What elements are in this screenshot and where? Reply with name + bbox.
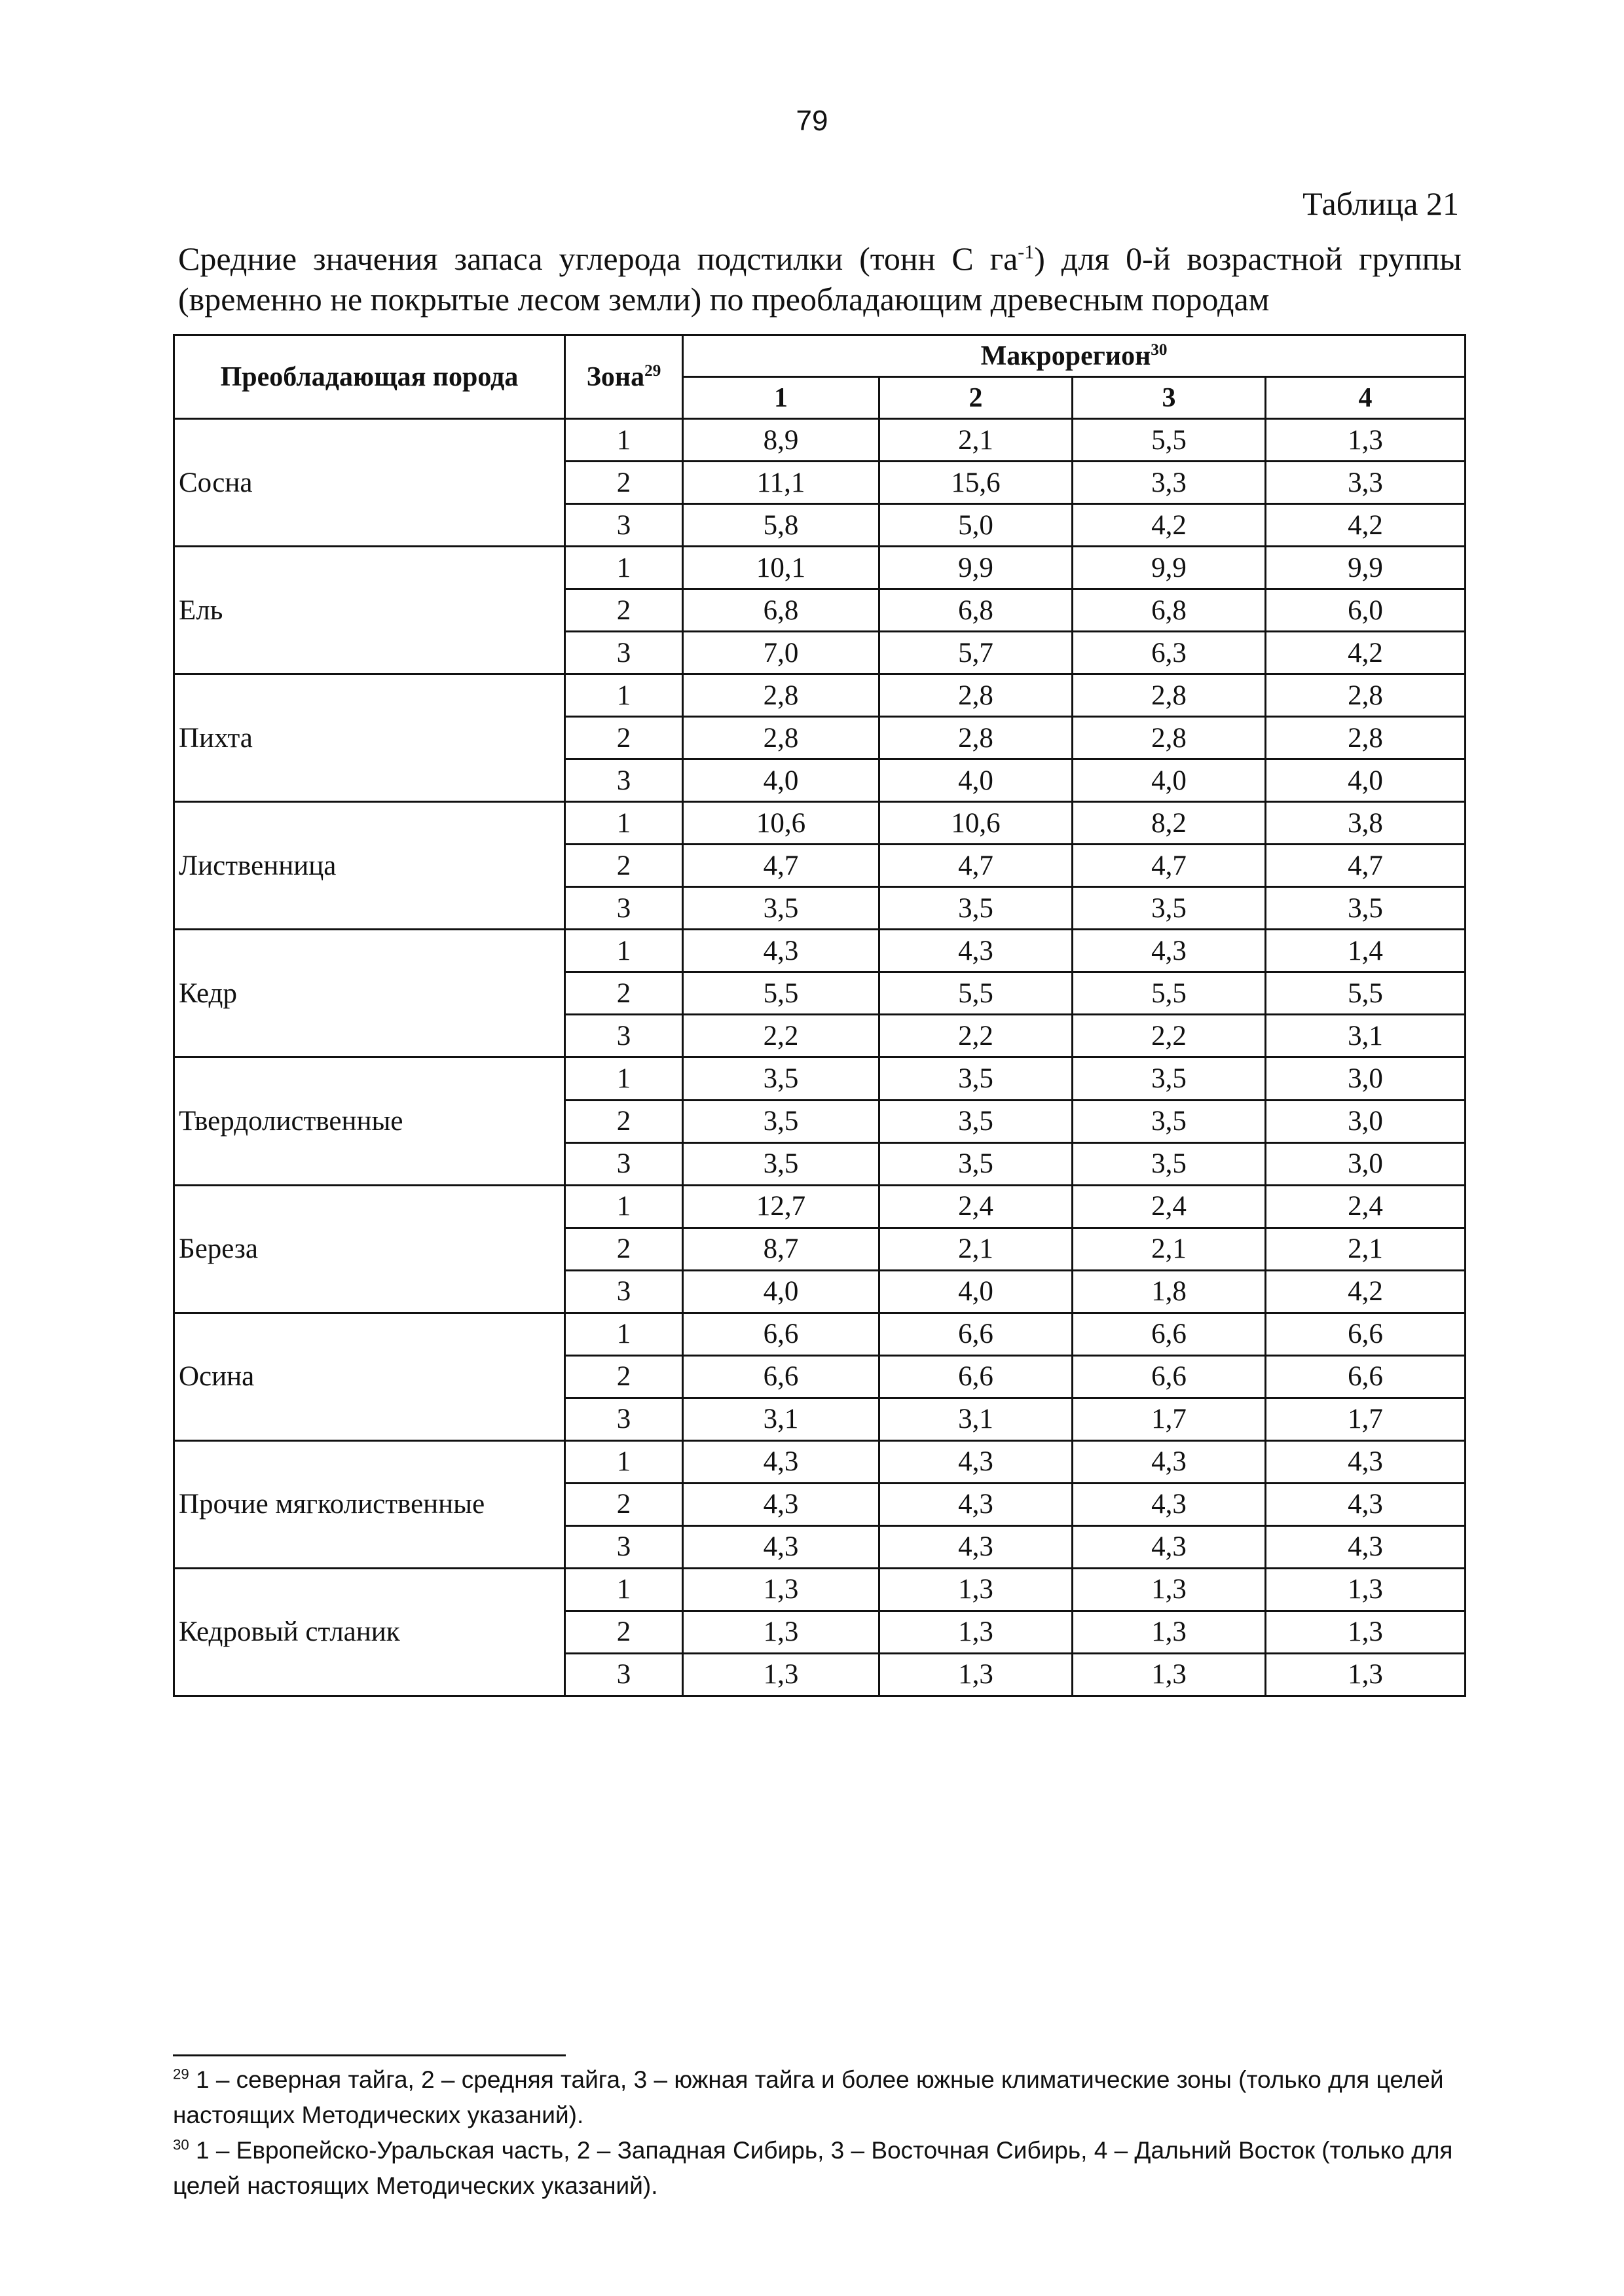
value-cell: 1,3 [879,1653,1073,1696]
value-cell: 15,6 [879,462,1073,504]
value-cell: 3,8 [1266,802,1466,845]
species-cell: Береза [174,1185,565,1313]
value-cell: 3,5 [1073,1142,1266,1185]
value-cell: 1,4 [1266,930,1466,972]
species-cell: Прочие мягколиственные [174,1440,565,1568]
value-cell: 3,5 [879,1100,1073,1142]
zone-cell: 1 [565,1568,683,1611]
value-cell: 7,0 [683,632,879,674]
value-cell: 4,0 [879,1270,1073,1313]
zone-cell: 3 [565,632,683,674]
zone-cell: 1 [565,930,683,972]
species-cell: Ель [174,547,565,674]
value-cell: 6,6 [1266,1355,1466,1398]
value-cell: 6,0 [1266,589,1466,632]
value-cell: 2,8 [683,717,879,759]
value-cell: 5,5 [1073,419,1266,462]
value-cell: 1,3 [683,1611,879,1653]
value-cell: 2,1 [879,419,1073,462]
table-title-line-1 [178,238,1462,279]
zone-cell: 2 [565,1483,683,1525]
value-cell: 4,3 [879,930,1073,972]
value-cell: 3,1 [879,1398,1073,1440]
table-row [174,930,1466,972]
value-cell: 4,0 [683,1270,879,1313]
value-cell: 4,0 [879,759,1073,802]
value-cell: 3,5 [879,1057,1073,1100]
table-row [174,802,1466,845]
value-cell: 6,8 [1073,589,1266,632]
value-cell: 5,5 [1073,972,1266,1015]
value-cell: 5,5 [1266,972,1466,1015]
table-label: Таблица 21 [1302,185,1459,222]
footnote-mark: 30 [173,2136,189,2153]
zone-cell: 3 [565,1015,683,1057]
table-header [174,335,1466,419]
value-cell: 5,5 [683,972,879,1015]
value-cell: 9,9 [879,547,1073,589]
species-cell: Пихта [174,674,565,802]
species-cell: Кедровый стланик [174,1568,565,1696]
value-cell: 3,5 [683,887,879,930]
zone-cell: 3 [565,759,683,802]
value-cell: 9,9 [1266,547,1466,589]
value-cell: 2,8 [1266,674,1466,717]
zone-cell: 2 [565,972,683,1015]
value-cell: 3,1 [683,1398,879,1440]
value-cell: 1,3 [1266,1653,1466,1696]
value-cell: 3,0 [1266,1057,1466,1100]
header-macroregion-col: 2 [879,377,1073,419]
zone-cell: 3 [565,1525,683,1568]
title-text-part-2: ) для 0-й возрастной группы [1034,240,1462,277]
value-cell: 6,6 [879,1313,1073,1355]
zone-cell: 2 [565,462,683,504]
header-macroregion-footnote-mark: 30 [1151,340,1168,359]
value-cell: 4,3 [1266,1440,1466,1483]
table-title [178,238,1462,319]
value-cell: 1,3 [683,1653,879,1696]
value-cell: 1,3 [1073,1653,1266,1696]
value-cell: 2,8 [879,717,1073,759]
value-cell: 1,3 [879,1568,1073,1611]
table-row [174,1440,1466,1483]
value-cell: 6,6 [1073,1355,1266,1398]
value-cell: 4,2 [1266,632,1466,674]
value-cell: 3,0 [1266,1142,1466,1185]
value-cell: 3,0 [1266,1100,1466,1142]
value-cell: 4,7 [879,845,1073,887]
value-cell: 4,3 [683,930,879,972]
value-cell: 1,8 [1073,1270,1266,1313]
species-cell: Кедр [174,930,565,1057]
header-zone-footnote-mark: 29 [644,361,661,380]
value-cell: 4,7 [683,845,879,887]
value-cell: 2,1 [1266,1228,1466,1270]
footnote-30 [173,2133,1456,2204]
title-text-part-1: Средние значения запаса углерода подстилки (тонн С га [178,240,1018,277]
value-cell: 1,3 [1266,1611,1466,1653]
header-macroregion-col: 3 [1073,377,1266,419]
footnote-mark: 29 [173,2066,189,2083]
zone-cell: 3 [565,1142,683,1185]
value-cell: 8,2 [1073,802,1266,845]
value-cell: 2,2 [683,1015,879,1057]
value-cell: 1,7 [1266,1398,1466,1440]
value-cell: 2,8 [1266,717,1466,759]
title-superscript: -1 [1018,241,1035,263]
value-cell: 4,0 [1266,759,1466,802]
value-cell: 4,3 [879,1440,1073,1483]
header-macroregion-col: 4 [1266,377,1466,419]
species-cell: Лиственница [174,802,565,930]
value-cell: 5,0 [879,504,1073,547]
zone-cell: 1 [565,674,683,717]
value-cell: 3,5 [683,1057,879,1100]
table-row [174,1057,1466,1100]
value-cell: 3,5 [879,887,1073,930]
zone-cell: 1 [565,1185,683,1228]
value-cell: 4,2 [1266,1270,1466,1313]
value-cell: 8,9 [683,419,879,462]
value-cell: 3,5 [1073,1100,1266,1142]
value-cell: 11,1 [683,462,879,504]
value-cell: 2,4 [1073,1185,1266,1228]
table-row [174,1313,1466,1355]
value-cell: 2,1 [1073,1228,1266,1270]
value-cell: 3,5 [1266,887,1466,930]
header-species: Преобладающая порода [174,335,565,419]
species-cell: Сосна [174,419,565,547]
value-cell: 4,3 [1266,1483,1466,1525]
value-cell: 3,3 [1073,462,1266,504]
value-cell: 6,6 [1266,1313,1466,1355]
value-cell: 2,4 [879,1185,1073,1228]
value-cell: 4,2 [1073,504,1266,547]
value-cell: 6,6 [683,1355,879,1398]
value-cell: 4,3 [1073,1525,1266,1568]
value-cell: 5,8 [683,504,879,547]
value-cell: 10,6 [879,802,1073,845]
table-title-line-2: (временно не покрытые лесом земли) по преобладающим древесным породам [178,281,1270,318]
zone-cell: 1 [565,1057,683,1100]
value-cell: 4,3 [1073,1440,1266,1483]
zone-cell: 1 [565,1440,683,1483]
table-row [174,1568,1466,1611]
value-cell: 5,7 [879,632,1073,674]
value-cell: 3,3 [1266,462,1466,504]
header-macroregion: Макрорегион$^{30}$ [683,335,1466,377]
value-cell: 6,8 [683,589,879,632]
value-cell: 2,8 [683,674,879,717]
value-cell: 4,3 [683,1440,879,1483]
header-zone: Зона$^{29}$ [565,335,683,419]
zone-cell: 2 [565,1100,683,1142]
zone-cell: 1 [565,547,683,589]
value-cell: 4,3 [683,1525,879,1568]
zone-cell: 1 [565,419,683,462]
value-cell: 4,3 [1073,930,1266,972]
table-row [174,674,1466,717]
value-cell: 4,7 [1073,845,1266,887]
value-cell: 8,7 [683,1228,879,1270]
value-cell: 2,2 [1073,1015,1266,1057]
zone-cell: 1 [565,802,683,845]
zone-cell: 2 [565,589,683,632]
zone-cell: 2 [565,1355,683,1398]
value-cell: 1,7 [1073,1398,1266,1440]
value-cell: 4,3 [879,1483,1073,1525]
zone-cell: 2 [565,1228,683,1270]
value-cell: 1,3 [683,1568,879,1611]
zone-cell: 3 [565,1270,683,1313]
species-cell: Твердолиственные [174,1057,565,1185]
value-cell: 6,6 [1073,1313,1266,1355]
value-cell: 4,0 [1073,759,1266,802]
zone-cell: 2 [565,1611,683,1653]
value-cell: 9,9 [1073,547,1266,589]
value-cell: 3,5 [683,1100,879,1142]
zone-cell: 2 [565,845,683,887]
footnote-text: 1 – Европейско-Уральская часть, 2 – Западная Сибирь, 3 – Восточная Сибирь, 4 – Дальний Восток (только для целей настоящих Методических указаний). [173,2137,1453,2199]
footnote-separator [173,2054,566,2056]
zone-cell: 3 [565,1653,683,1696]
value-cell: 4,3 [1073,1483,1266,1525]
value-cell: 3,1 [1266,1015,1466,1057]
value-cell: 3,5 [1073,887,1266,930]
value-cell: 10,6 [683,802,879,845]
value-cell: 1,3 [1073,1568,1266,1611]
value-cell: 3,5 [683,1142,879,1185]
footnote-29 [173,2062,1456,2133]
table-row [174,547,1466,589]
value-cell: 1,3 [1266,419,1466,462]
value-cell: 5,5 [879,972,1073,1015]
value-cell: 4,7 [1266,845,1466,887]
value-cell: 12,7 [683,1185,879,1228]
table-row [174,1185,1466,1228]
value-cell: 6,3 [1073,632,1266,674]
value-cell: 2,8 [879,674,1073,717]
value-cell: 10,1 [683,547,879,589]
species-cell: Осина [174,1313,565,1440]
value-cell: 2,2 [879,1015,1073,1057]
value-cell: 4,3 [683,1483,879,1525]
footnotes [173,2062,1456,2204]
value-cell: 2,4 [1266,1185,1466,1228]
value-cell: 6,8 [879,589,1073,632]
value-cell: 3,5 [879,1142,1073,1185]
value-cell: 6,6 [879,1355,1073,1398]
zone-cell: 3 [565,504,683,547]
value-cell: 4,0 [683,759,879,802]
table-body [174,419,1466,1696]
carbon-stock-table [173,334,1466,1697]
value-cell: 4,3 [879,1525,1073,1568]
value-cell: 2,1 [879,1228,1073,1270]
value-cell: 2,8 [1073,674,1266,717]
value-cell: 3,5 [1073,1057,1266,1100]
table-row [174,419,1466,462]
value-cell: 4,2 [1266,504,1466,547]
value-cell: 1,3 [1073,1611,1266,1653]
header-macroregion-col: 1 [683,377,879,419]
zone-cell: 3 [565,887,683,930]
value-cell: 4,3 [1266,1525,1466,1568]
value-cell: 1,3 [1266,1568,1466,1611]
value-cell: 1,3 [879,1611,1073,1653]
zone-cell: 1 [565,1313,683,1355]
zone-cell: 3 [565,1398,683,1440]
zone-cell: 2 [565,717,683,759]
value-cell: 6,6 [683,1313,879,1355]
footnote-text: 1 – северная тайга, 2 – средняя тайга, 3 – южная тайга и более южные климатические зоны (только для целей настоящих Методических указаний). [173,2066,1444,2128]
value-cell: 2,8 [1073,717,1266,759]
page-number: 79 [796,105,828,137]
